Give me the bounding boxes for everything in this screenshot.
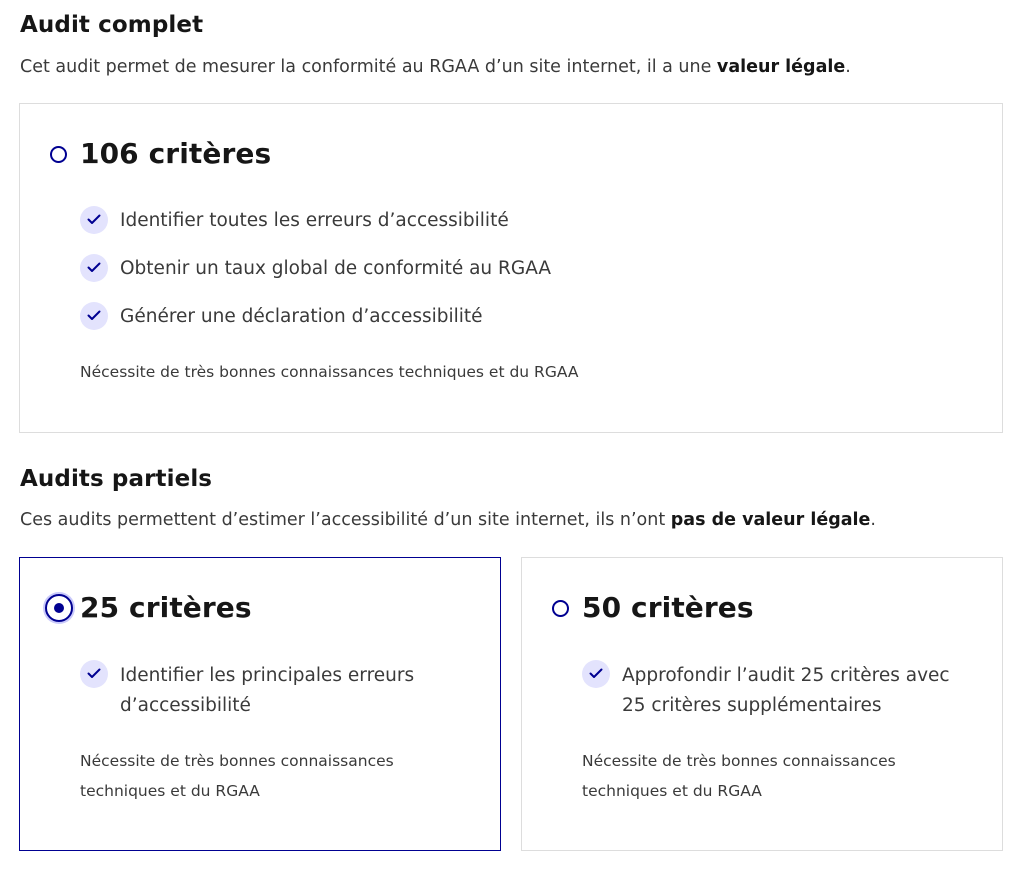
list-item: Identifier toutes les erreurs d’accessibilité <box>120 210 509 231</box>
section-title-complete: Audit complet <box>20 12 204 38</box>
requirement-note-line-1: Nécessite de très bonnes connaissances <box>582 752 896 770</box>
section-desc-complete <box>20 57 851 77</box>
radio-button-50[interactable] <box>552 600 569 617</box>
check-icon <box>80 254 108 282</box>
section-desc-partial <box>20 510 876 530</box>
desc-bold: valeur légale <box>716 57 846 77</box>
radio-button-106[interactable] <box>50 146 67 163</box>
desc-text: Cet audit permet de mesurer la conformité au RGAA d’un site internet, il a une <box>20 57 717 77</box>
section-title-partial: Audits partiels <box>20 466 213 492</box>
audit-option-106[interactable] <box>19 103 1003 433</box>
desc-text: Ces audits permettent d’estimer l’accessibilité d’un site internet, ils n’ont <box>20 510 671 530</box>
check-icon <box>80 206 108 234</box>
audit-option-50[interactable] <box>521 557 1003 851</box>
check-icon <box>80 660 108 688</box>
card-title-50: 50 critères <box>582 591 754 624</box>
desc-suffix: . <box>845 57 851 77</box>
requirement-note-line-2: techniques et du RGAA <box>582 782 762 800</box>
list-item: Obtenir un taux global de conformité au RGAA <box>120 258 552 279</box>
desc-suffix: . <box>870 510 876 530</box>
list-item: Générer une déclaration d’accessibilité <box>120 306 483 327</box>
requirement-note-line-2: techniques et du RGAA <box>80 782 260 800</box>
card-title-25: 25 critères <box>80 591 252 624</box>
audit-option-25[interactable] <box>19 557 501 851</box>
list-item-line-1: Approfondir l’audit 25 critères avec <box>622 665 950 686</box>
requirement-note-line-1: Nécessite de très bonnes connaissances <box>80 752 394 770</box>
list-item-line-1: Identifier les principales erreurs <box>120 665 415 686</box>
check-icon <box>80 302 108 330</box>
requirement-note: Nécessite de très bonnes connaissances techniques et du RGAA <box>80 363 579 381</box>
desc-bold: pas de valeur légale <box>670 510 871 530</box>
radio-button-25-selected[interactable] <box>45 594 73 622</box>
card-title-106: 106 critères <box>80 137 272 170</box>
check-icon <box>582 660 610 688</box>
list-item-line-2: 25 critères supplémentaires <box>622 695 882 716</box>
list-item-line-2: d’accessibilité <box>120 695 251 716</box>
